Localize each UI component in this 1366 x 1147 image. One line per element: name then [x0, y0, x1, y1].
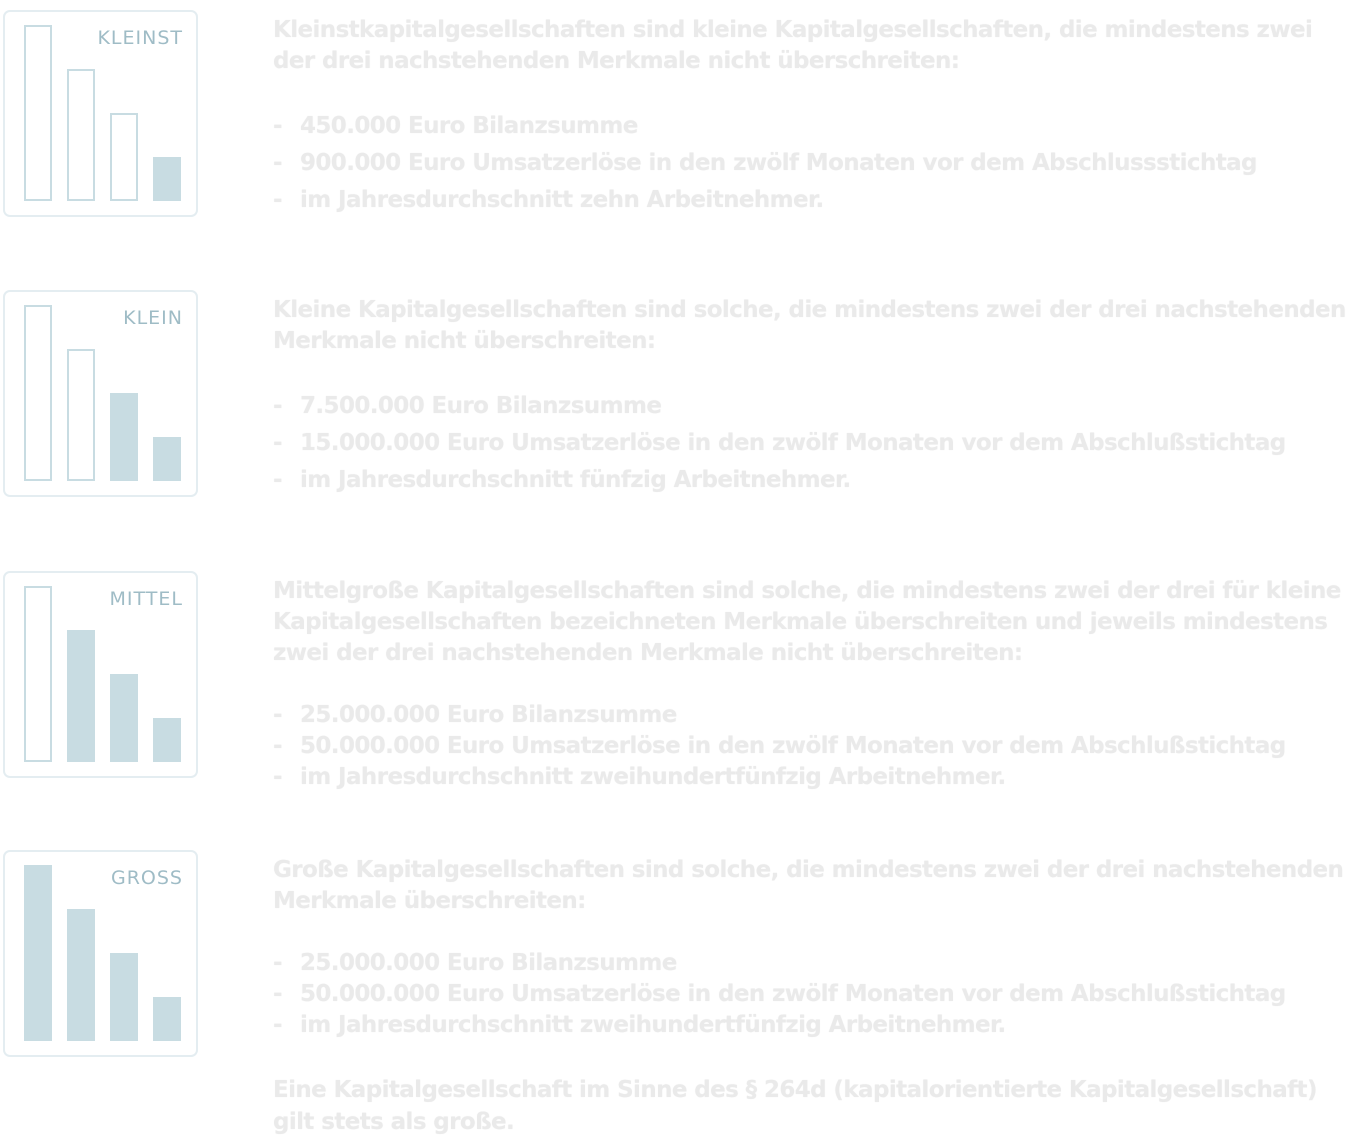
criteria-list: [273, 948, 1353, 1041]
section-text: [273, 15, 1353, 219]
size-bar-1: [24, 865, 52, 1041]
section-intro: Kleine Kapitalgesellschaften sind solche, die mindestens zwei der drei nachstehenden Merkmale nicht überschreiten:: [273, 297, 1346, 354]
list-dash: -: [273, 981, 282, 1007]
criteria-item: - im Jahresdurchschnitt zehn Arbeitnehmer.: [273, 182, 1353, 219]
criteria-item: - im Jahresdurchschnitt fünfzig Arbeitnehmer.: [273, 462, 1353, 499]
criteria-item: - im Jahresdurchschnitt zweihundertfünfzig Arbeitnehmer.: [273, 1010, 1353, 1041]
criteria-list: [273, 108, 1353, 219]
size-bar-2: [67, 69, 95, 201]
section-gross: [0, 850, 1366, 1060]
size-icon-mittel: [3, 571, 198, 778]
list-dash: -: [273, 113, 282, 139]
footnote: Eine Kapitalgesellschaft im Sinne des § 264d (kapitalorientierte Kapitalgesellschaft) gilt stets als große.: [273, 1077, 1317, 1135]
criteria-item: - 50.000.000 Euro Umsatzerlöse in den zwölf Monaten vor dem Abschlußstichtag: [273, 731, 1353, 762]
section-kleinst: [0, 10, 1366, 220]
criteria-item: - im Jahresdurchschnitt zweihundertfünfzig Arbeitnehmer.: [273, 762, 1353, 793]
size-bar-4: [153, 997, 181, 1041]
section-mittel: [0, 571, 1366, 811]
size-icon-kleinst: [3, 10, 198, 217]
size-label: KLEINST: [97, 27, 183, 49]
section-text: [273, 295, 1353, 499]
criteria-list: [273, 700, 1353, 793]
section-klein: [0, 290, 1366, 500]
criteria-item: - 25.000.000 Euro Bilanzsumme: [273, 700, 1353, 731]
size-icon-klein: [3, 290, 198, 497]
list-dash: -: [273, 393, 282, 419]
criteria-item: - 50.000.000 Euro Umsatzerlöse in den zwölf Monaten vor dem Abschlußstichtag: [273, 979, 1353, 1010]
size-bar-3: [110, 674, 138, 762]
list-dash: -: [273, 187, 282, 213]
section-intro: Kleinstkapitalgesellschaften sind kleine Kapitalgesellschaften, die mindestens zwei der drei nachstehenden Merkmale nicht überschreiten:: [273, 17, 1313, 74]
size-bar-2: [67, 909, 95, 1041]
size-bar-2: [67, 349, 95, 481]
size-label: GROSS: [110, 867, 183, 889]
section-intro: Mittelgroße Kapitalgesellschaften sind solche, die mindestens zwei der drei für kleine Kapitalgesellschaften bezeichneten Merkmale überschreiten und jeweils mindestens zwei der drei nachstehenden Merkmale nicht überschreiten:: [273, 578, 1341, 666]
size-bar-1: [24, 25, 52, 201]
list-dash: -: [273, 702, 282, 728]
criteria-list: [273, 388, 1353, 499]
list-dash: -: [273, 150, 282, 176]
list-dash: -: [273, 430, 282, 456]
list-dash: -: [273, 1012, 282, 1038]
size-bar-4: [153, 437, 181, 481]
size-label: MITTEL: [109, 588, 183, 610]
size-bar-1: [24, 586, 52, 762]
criteria-item: - 450.000 Euro Bilanzsumme: [273, 108, 1353, 145]
size-bar-3: [110, 113, 138, 201]
size-label: KLEIN: [123, 307, 183, 329]
section-intro: Große Kapitalgesellschaften sind solche, die mindestens zwei der drei nachstehenden Merkmale überschreiten:: [273, 857, 1344, 914]
criteria-item: - 900.000 Euro Umsatzerlöse in den zwölf Monaten vor dem Abschlussstichtag: [273, 145, 1353, 182]
section-text: [273, 855, 1353, 1041]
size-bar-3: [110, 393, 138, 481]
criteria-item: - 25.000.000 Euro Bilanzsumme: [273, 948, 1353, 979]
criteria-item: - 7.500.000 Euro Bilanzsumme: [273, 388, 1353, 425]
list-dash: -: [273, 950, 282, 976]
section-text: [273, 576, 1353, 793]
size-bar-1: [24, 305, 52, 481]
size-bar-3: [110, 953, 138, 1041]
list-dash: -: [273, 764, 282, 790]
size-bar-2: [67, 630, 95, 762]
criteria-item: - 15.000.000 Euro Umsatzerlöse in den zwölf Monaten vor dem Abschlußstichtag: [273, 425, 1353, 462]
size-bar-4: [153, 718, 181, 762]
list-dash: -: [273, 467, 282, 493]
size-bar-4: [153, 157, 181, 201]
list-dash: -: [273, 733, 282, 759]
size-icon-gross: [3, 850, 198, 1057]
